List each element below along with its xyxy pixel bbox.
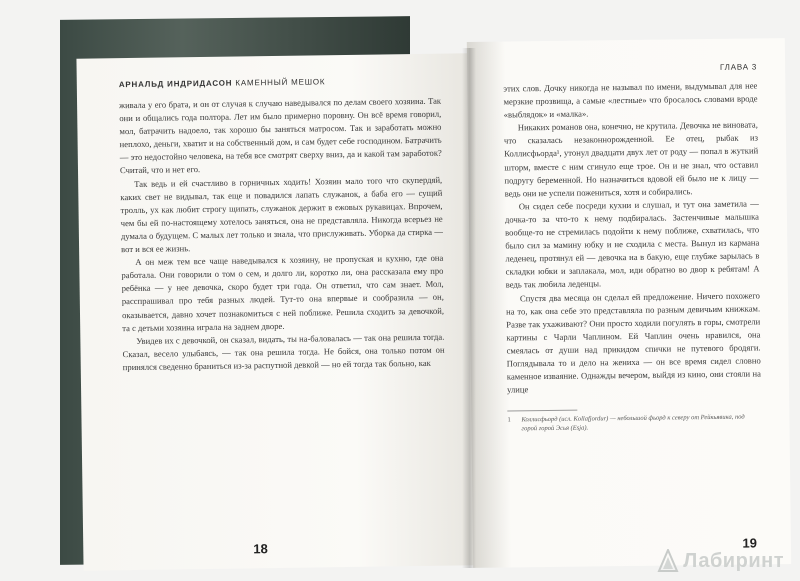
footnote-text: Коллисфьорд (исл. Kollafjordur) — небольшой фьорд к северу от Рейкьявика, под горой горой Эсья (Esja).: [521, 413, 745, 433]
right-paragraph-2: Никаких романов она, конечно, не крутила. Девочка не виновата, что сказалась незаконнорожденной. Ее отец, рыбак из Коллисфьорда¹, утонул двадцати двух лет от роду — попал в жуткий шторм, вместе с ним сгинуло еще трое. Он и не знал, что оставил подругу беременной. Но назначиться вдовой ей было не к лицу — ведь они не успели пожениться, хотя и собирались.: [503, 119, 759, 199]
running-head-left: [119, 76, 441, 89]
book-gutter-shadow: [462, 48, 476, 568]
watermark-text: Лабиринт: [683, 549, 784, 572]
left-paragraph-4: Увидев их с девочкой, он сказал, видать, ты на-баловалась — так она решила тогда. Сказал, весело улыбаясь, — так она решила тогда. Не бойся, она только потом он принялся сведенно браниться из-за распутной девкой — но ей тогда так больно, как: [122, 331, 445, 373]
footnote: [507, 413, 761, 434]
left-page-number: 18: [253, 541, 268, 557]
running-head-title: КАМЕННЫЙ МЕШОК: [235, 77, 326, 88]
right-page: [467, 38, 791, 568]
watermark: [657, 549, 784, 573]
right-paragraph-3: Он сидел себе посреди кухни и слушал, и тут она заметила — дочка-то за что-то к нему подбиралась. Застенчивые малышка вообще-то не стремилась подойти к нему поближе, схватилась, что было сил за мамину юбку и не сходила с места. Вынул из кармана леденец, протянул ей — девочка на в бакую, еще глубже зарылась в складки юбки и заплакала, мол, иди обратно во двор к ребятам! А ведь так любила леденцы.: [504, 198, 760, 290]
left-paragraph-2: Так ведь и ей счастливо в горничных ходить! Хозяин мало того что скупердяй, каких свет не видывал, так еще и повадился лапать служанок, а баба его — сущий тролль, ух как любит строгу щипать, служанок держит в ежовых рукавицах. Впрочем, чем бы ей по-настоящему хотелось заняться, она не представляла. Никогда всерьез не думала о будущем. С малых лет только и знала, что прислуживать. Уборка да стирка — вот и вся ее жизнь.: [120, 174, 443, 255]
right-paragraph-1: этих слов. Дочку никогда не называл по имени, выдумывал для нее мерзкие прозвища, а самые «лестные» что бросалось словами вроде «выблядок» и «малка».: [503, 80, 758, 120]
right-page-number: 19: [742, 535, 758, 551]
footnote-rule: [507, 410, 577, 412]
running-head-right: ГЛАВА 3: [719, 62, 758, 72]
open-book: [60, 18, 780, 563]
running-head-author: АРНАЛЬД ИНДРИДАСОН: [118, 78, 233, 90]
left-page: [76, 53, 475, 570]
footnote-mark: 1: [507, 416, 511, 424]
labirint-logo-icon: [657, 549, 679, 573]
left-paragraph-1: живала у его брата, и он от случая к случаю наведывался по делам своего хозяина. Так они и общались года полтора. Лет им было примерно поровну. Он всё время говорил, мол, батрачить надоело, так хорошо бы заняться матросом. Так и заработать можно неплохо, деньги, хватит и на собственный дом, и сам будет себе господином. Батрачить — это недостойно человека, на тебя все смотрят сверху вниз, да и какой там заработок? Считай, что и нет его.: [119, 95, 442, 176]
right-paragraph-4: Спустя два месяца он сделал ей предложение. Ничего похожего на то, как она себе это представляла по разным девичьим книжкам. Разве так ухаживают? Они просто ходили погулять в горы, смотрели картины с Чарли Чаплином. Ей Чаплин очень нравился, она смеялась от души над прикидом спички не путевого бродяги. Поглядывала то и дело на жениха — он все время сидел словно каменное изваяние. Однажды вечером, выйдя из кино, они стояли на улице: [506, 289, 761, 395]
left-paragraph-3: А он меж тем все чаще наведывался к хозяину, не пропуская и кухню, где она работала. Они говорили о том о сем, и долго ли, коротко ли, она рассказала ему про ребёнка — у нее девочка, скоро будет три года. Он ответил, что сам знает. Мол, расспрашивал про тебя разных людей. Тут-то она впервые и сообразила — он, оказывается, давно хочет познакомиться с ней поближе. Решила сходить за девочкой, та с детьми хозяина играла на заднем дворе.: [121, 252, 445, 333]
